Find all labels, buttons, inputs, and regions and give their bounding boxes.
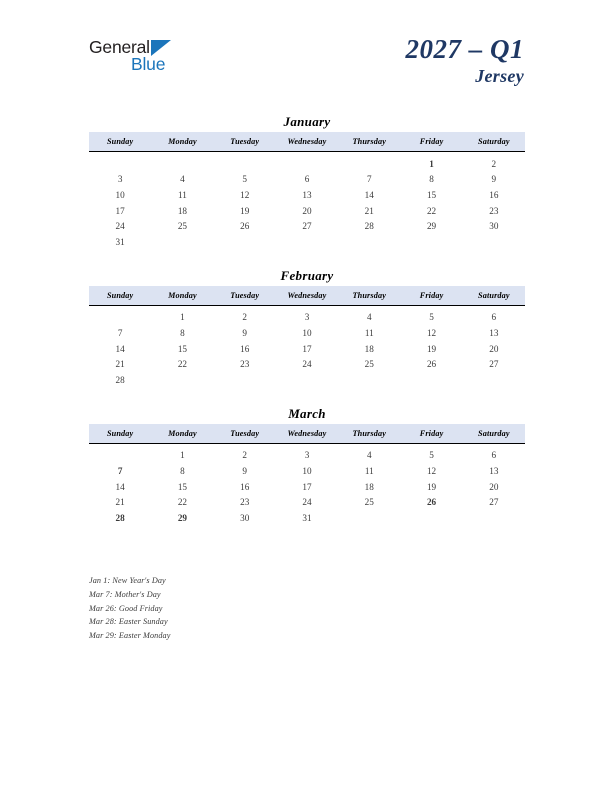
weekday-header-cell: Friday (400, 286, 462, 306)
day-cell[interactable]: 15 (177, 481, 188, 492)
day-cell[interactable]: 30 (240, 512, 250, 523)
holiday-legend-item: Mar 26: Good Friday (89, 603, 163, 613)
weekday-header-row (89, 132, 525, 152)
day-cell[interactable]: 25 (364, 497, 374, 508)
day-cell-empty (89, 443, 151, 463)
day-cell[interactable]: 3 (304, 312, 310, 323)
day-cell[interactable]: 28 (364, 221, 374, 232)
month-calendar-table (89, 132, 525, 250)
day-cell-empty (338, 152, 400, 172)
page-header (0, 0, 612, 108)
day-cell[interactable]: 8 (429, 174, 434, 185)
week-row (89, 152, 525, 172)
day-cell[interactable]: 14 (115, 481, 125, 492)
day-cell[interactable]: 2 (491, 158, 497, 169)
week-row (89, 341, 525, 357)
day-cell-holiday[interactable]: 26 (426, 497, 437, 508)
title-block (406, 34, 525, 87)
week-row (89, 510, 525, 526)
weekday-header-cell: Sunday (89, 132, 151, 152)
day-cell-empty (463, 510, 525, 526)
day-cell-empty (214, 234, 276, 250)
month-title: January (283, 114, 331, 129)
weekday-header-cell: Monday (151, 132, 213, 152)
logo-text-blue: Blue (131, 54, 166, 74)
weekday-header-cell: Tuesday (214, 132, 276, 152)
logo-text-general: General (89, 37, 150, 57)
day-cell[interactable]: 22 (426, 205, 437, 216)
weekday-header-cell: Wednesday (276, 424, 338, 444)
day-cell[interactable]: 23 (489, 205, 499, 216)
day-cell[interactable]: 25 (177, 221, 188, 232)
day-cell[interactable]: 5 (242, 174, 247, 185)
month-block (89, 112, 525, 250)
day-cell[interactable]: 5 (429, 312, 434, 323)
day-cell[interactable]: 13 (489, 465, 499, 476)
day-cell-empty (463, 372, 525, 388)
day-cell-holiday[interactable]: 28 (115, 512, 125, 523)
day-cell[interactable]: 28 (115, 374, 125, 385)
day-cell[interactable]: 17 (115, 205, 125, 216)
day-cell-empty (214, 152, 276, 172)
day-cell[interactable]: 4 (180, 174, 185, 185)
day-cell[interactable]: 24 (302, 359, 312, 370)
day-cell[interactable]: 16 (240, 343, 250, 354)
months-container (89, 112, 525, 542)
day-cell-empty (89, 305, 151, 325)
day-cell[interactable]: 30 (489, 221, 499, 232)
weekday-header-cell: Friday (400, 132, 462, 152)
week-row (89, 325, 525, 341)
day-cell[interactable]: 17 (302, 481, 312, 492)
weekday-header-row (89, 424, 525, 444)
day-cell[interactable]: 31 (302, 512, 312, 523)
day-cell[interactable]: 20 (302, 205, 312, 216)
day-cell-holiday[interactable]: 1 (429, 158, 434, 169)
day-cell-empty (463, 234, 525, 250)
weekday-header-cell: Saturday (463, 132, 525, 152)
week-row (89, 494, 525, 510)
day-cell[interactable]: 21 (115, 359, 125, 370)
day-cell[interactable]: 22 (177, 497, 188, 508)
day-cell[interactable]: 23 (240, 497, 250, 508)
day-cell[interactable]: 4 (366, 312, 372, 323)
day-cell[interactable]: 11 (177, 189, 187, 200)
day-cell[interactable]: 18 (177, 205, 188, 216)
day-cell[interactable]: 10 (115, 189, 125, 200)
day-cell-empty (89, 152, 151, 172)
week-row (89, 463, 525, 479)
day-cell[interactable]: 15 (177, 343, 188, 354)
day-cell[interactable]: 13 (302, 189, 312, 200)
day-cell[interactable]: 16 (240, 481, 250, 492)
day-cell[interactable]: 18 (364, 481, 374, 492)
day-cell[interactable]: 14 (115, 343, 125, 354)
week-row (89, 187, 525, 203)
day-cell[interactable]: 16 (489, 189, 499, 200)
day-cell[interactable]: 21 (115, 497, 125, 508)
day-cell[interactable]: 8 (180, 465, 185, 476)
day-cell[interactable]: 27 (489, 359, 499, 370)
day-cell[interactable]: 10 (302, 327, 312, 338)
week-row (89, 305, 525, 325)
day-cell-holiday[interactable]: 7 (117, 465, 123, 476)
month-title: February (280, 267, 334, 283)
day-cell[interactable]: 4 (366, 450, 372, 461)
day-cell[interactable]: 12 (240, 189, 250, 200)
day-cell[interactable]: 14 (364, 189, 374, 200)
weekday-header-cell: Thursday (338, 286, 400, 306)
day-cell-empty (151, 234, 213, 250)
day-cell[interactable]: 19 (426, 481, 437, 492)
weekday-header-cell: Sunday (89, 424, 151, 444)
day-cell[interactable]: 13 (489, 327, 499, 338)
holiday-legend-item: Jan 1: New Year's Day (89, 576, 166, 585)
holiday-legend-item: Mar 7: Mother's Day (89, 589, 161, 599)
weekday-header-cell: Friday (400, 424, 462, 444)
week-row (89, 479, 525, 495)
day-cell[interactable]: 20 (489, 481, 499, 492)
day-cell-empty (400, 234, 462, 250)
day-cell[interactable]: 11 (364, 327, 374, 338)
day-cell[interactable]: 7 (366, 174, 372, 185)
day-cell[interactable]: 11 (364, 465, 374, 476)
day-cell[interactable]: 22 (177, 359, 188, 370)
day-cell[interactable]: 17 (302, 343, 312, 354)
day-cell-empty (276, 234, 338, 250)
day-cell[interactable]: 5 (429, 450, 434, 461)
day-cell[interactable]: 3 (304, 450, 310, 461)
week-row (89, 356, 525, 372)
weekday-header-cell: Wednesday (276, 132, 338, 152)
day-cell[interactable]: 18 (364, 343, 374, 354)
weekday-header-cell: Thursday (338, 424, 400, 444)
day-cell[interactable]: 6 (304, 174, 310, 185)
page-subtitle-location: Jersey (475, 66, 524, 86)
week-row (89, 203, 525, 219)
day-cell[interactable]: 15 (426, 189, 437, 200)
day-cell[interactable]: 1 (180, 450, 185, 461)
day-cell[interactable]: 9 (491, 174, 497, 185)
day-cell[interactable]: 23 (240, 359, 250, 370)
week-row (89, 372, 525, 388)
weekday-header-cell: Monday (151, 286, 213, 306)
day-cell[interactable]: 8 (180, 327, 185, 338)
day-cell[interactable]: 2 (242, 312, 247, 323)
day-cell[interactable]: 27 (489, 497, 499, 508)
day-cell[interactable]: 25 (364, 359, 374, 370)
day-cell[interactable]: 26 (240, 221, 250, 232)
weekday-header-cell: Saturday (463, 424, 525, 444)
week-row (89, 172, 525, 188)
holiday-legend (89, 574, 389, 643)
month-block (89, 404, 525, 526)
day-cell[interactable]: 29 (426, 221, 437, 232)
day-cell[interactable]: 1 (180, 312, 185, 323)
day-cell[interactable]: 12 (426, 465, 437, 476)
day-cell[interactable]: 19 (240, 205, 250, 216)
day-cell[interactable]: 20 (489, 343, 499, 354)
page-title: 2027 – Q1 (405, 34, 524, 64)
day-cell[interactable]: 31 (115, 236, 125, 247)
weekday-header-cell: Wednesday (276, 286, 338, 306)
weekday-header-cell: Tuesday (214, 424, 276, 444)
holiday-legend-item: Mar 28: Easter Sunday (89, 617, 168, 627)
day-cell-empty (276, 372, 338, 388)
weekday-header-row (89, 286, 525, 306)
day-cell[interactable]: 6 (491, 312, 497, 323)
weekday-header-cell: Sunday (89, 286, 151, 306)
day-cell[interactable]: 3 (117, 174, 123, 185)
general-blue-logo (89, 37, 199, 77)
month-calendar-table (89, 424, 525, 526)
day-cell[interactable]: 9 (242, 327, 247, 338)
day-cell[interactable]: 6 (491, 450, 497, 461)
day-cell-empty (151, 152, 213, 172)
day-cell-holiday[interactable]: 29 (177, 512, 188, 523)
day-cell[interactable]: 9 (242, 465, 247, 476)
day-cell[interactable]: 26 (426, 359, 437, 370)
day-cell-empty (400, 510, 462, 526)
day-cell[interactable]: 21 (364, 205, 374, 216)
week-row (89, 443, 525, 463)
weekday-header-cell: Tuesday (214, 286, 276, 306)
day-cell[interactable]: 2 (242, 450, 247, 461)
month-block (89, 266, 525, 388)
holiday-legend-item: Mar 29: Easter Monday (89, 631, 171, 641)
month-calendar-table (89, 286, 525, 388)
day-cell-empty (151, 372, 213, 388)
weekday-header-cell: Saturday (463, 286, 525, 306)
day-cell[interactable]: 19 (426, 343, 437, 354)
day-cell[interactable]: 12 (426, 327, 437, 338)
day-cell[interactable]: 7 (117, 327, 123, 338)
week-row (89, 234, 525, 250)
week-row (89, 218, 525, 234)
day-cell-empty (338, 234, 400, 250)
day-cell[interactable]: 27 (302, 221, 312, 232)
day-cell-empty (214, 372, 276, 388)
month-title: March (288, 405, 326, 421)
day-cell-empty (400, 372, 462, 388)
day-cell-empty (338, 510, 400, 526)
day-cell-empty (276, 152, 338, 172)
day-cell[interactable]: 24 (115, 221, 125, 232)
weekday-header-cell: Monday (151, 424, 213, 444)
day-cell[interactable]: 10 (302, 465, 312, 476)
weekday-header-cell: Thursday (338, 132, 400, 152)
day-cell[interactable]: 24 (302, 497, 312, 508)
day-cell-empty (338, 372, 400, 388)
